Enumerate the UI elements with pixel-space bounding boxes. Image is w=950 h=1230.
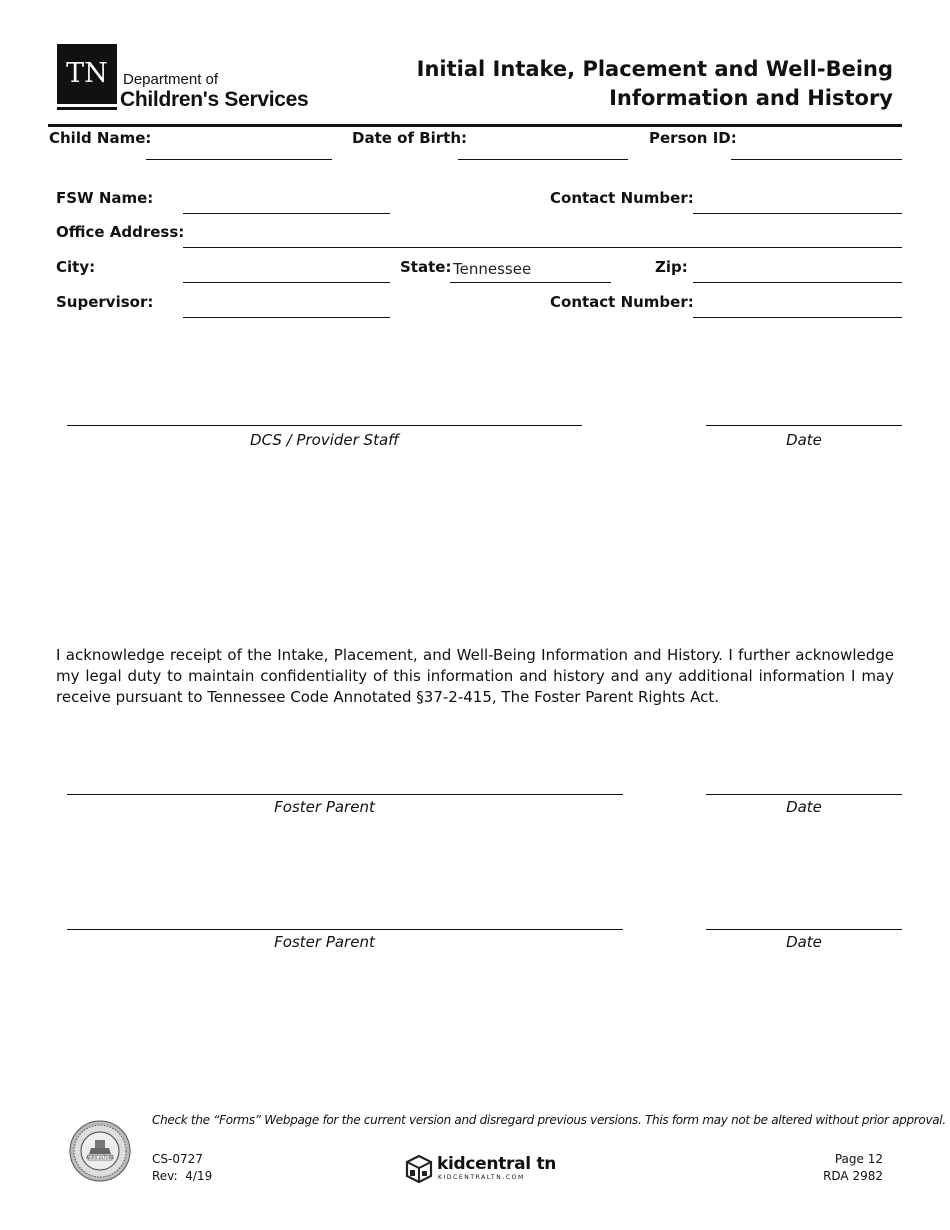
form-number: CS-0727 bbox=[152, 1152, 203, 1166]
logo-dept-text: Department of bbox=[123, 71, 219, 88]
footer-notice: Check the “Forms” Webpage for the current version and disregard previous versions. This form may not be altered without prior approval. bbox=[152, 1113, 946, 1127]
dcs-logo bbox=[57, 44, 327, 112]
foster-parent-1-signature-line[interactable] bbox=[67, 794, 623, 795]
kidcentral-cube-icon bbox=[405, 1154, 433, 1188]
form-title bbox=[417, 55, 893, 113]
staff-date-line[interactable] bbox=[706, 425, 902, 426]
fsw-name-line bbox=[183, 213, 390, 214]
supervisor-input[interactable] bbox=[183, 295, 390, 317]
title-line-2: Information and History bbox=[609, 86, 893, 110]
kidcentral-logo bbox=[405, 1152, 557, 1186]
kidcentral-url: KIDCENTRALTN.COM bbox=[438, 1174, 525, 1181]
tn-logo-box: TN bbox=[57, 44, 117, 104]
foster-parent-2-date-line[interactable] bbox=[706, 929, 902, 930]
person-id-label: Person ID: bbox=[649, 129, 737, 147]
page-number: Page 12 bbox=[834, 1152, 883, 1166]
header-rule bbox=[48, 124, 902, 127]
fsw-name-input[interactable] bbox=[183, 191, 390, 213]
state-input[interactable] bbox=[450, 258, 611, 280]
dob-label: Date of Birth: bbox=[352, 129, 468, 147]
foster-parent-2-date-caption: Date bbox=[786, 933, 822, 951]
person-id-input[interactable] bbox=[731, 137, 902, 159]
logo-agency-text: Children's Services bbox=[120, 88, 309, 111]
person-id-line bbox=[731, 159, 902, 160]
foster-parent-1-date-caption: Date bbox=[786, 798, 822, 816]
foster-parent-1-caption: Foster Parent bbox=[274, 798, 375, 816]
state-line bbox=[450, 282, 611, 283]
staff-date-caption: Date bbox=[786, 431, 822, 449]
title-line-1: Initial Intake, Placement and Well-Being bbox=[416, 57, 893, 81]
rda-number: RDA 2982 bbox=[823, 1169, 883, 1183]
office-address-line bbox=[183, 247, 902, 248]
state-seal-icon bbox=[69, 1120, 131, 1182]
zip-label: Zip: bbox=[655, 258, 688, 276]
child-name-line bbox=[146, 159, 332, 160]
supervisor-contact-line bbox=[693, 317, 902, 318]
fsw-contact-label: Contact Number: bbox=[550, 189, 694, 207]
fsw-contact-input[interactable] bbox=[693, 191, 902, 213]
supervisor-line bbox=[183, 317, 390, 318]
state-label: State: bbox=[400, 258, 452, 276]
foster-parent-2-signature-line[interactable] bbox=[67, 929, 623, 930]
staff-signature-line[interactable] bbox=[67, 425, 582, 426]
revision: Rev: 4/19 bbox=[152, 1169, 213, 1183]
staff-signature-caption: DCS / Provider Staff bbox=[250, 431, 399, 449]
supervisor-contact-label: Contact Number: bbox=[550, 293, 694, 311]
city-label: City: bbox=[56, 258, 96, 276]
child-name-label: Child Name: bbox=[49, 129, 152, 147]
city-line bbox=[183, 282, 390, 283]
office-address-input[interactable] bbox=[183, 225, 902, 247]
office-address-label: Office Address: bbox=[56, 223, 185, 241]
dob-line bbox=[458, 159, 628, 160]
dob-input[interactable] bbox=[458, 137, 628, 159]
seal-text: AGRICULTURE bbox=[86, 1155, 114, 1160]
acknowledgement-text: I acknowledge receipt of the Intake, Placement, and Well-Being Information and History. I further acknowledge my legal duty to maintain confidentiality of this information and history and any additional information I may receive pursuant to Tennessee Code Annotated §37-2-415, The Foster Parent Rights Act. bbox=[56, 646, 894, 706]
fsw-name-label: FSW Name: bbox=[56, 189, 154, 207]
supervisor-contact-input[interactable] bbox=[693, 295, 902, 317]
foster-parent-2-caption: Foster Parent bbox=[274, 933, 375, 951]
supervisor-label: Supervisor: bbox=[56, 293, 154, 311]
logo-underline bbox=[57, 107, 117, 110]
zip-line bbox=[693, 282, 902, 283]
foster-parent-1-date-line[interactable] bbox=[706, 794, 902, 795]
child-name-input[interactable] bbox=[146, 137, 332, 159]
fsw-contact-line bbox=[693, 213, 902, 214]
city-input[interactable] bbox=[183, 260, 390, 282]
kidcentral-wordmark: kidcentral tn bbox=[437, 1154, 557, 1174]
zip-input[interactable] bbox=[693, 260, 902, 282]
